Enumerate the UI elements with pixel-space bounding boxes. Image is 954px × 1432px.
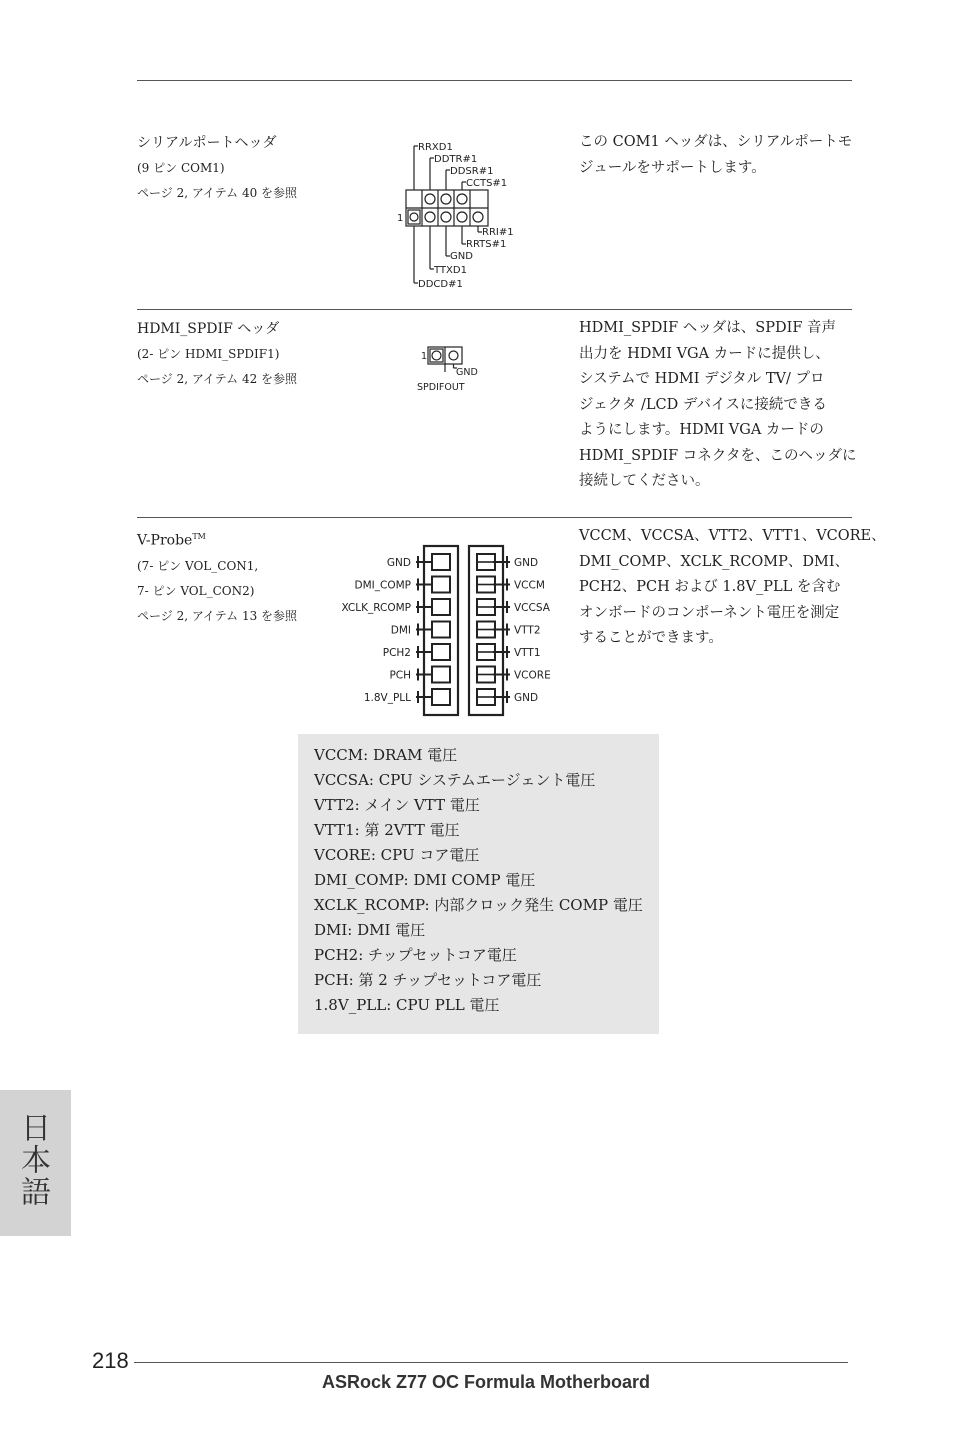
desc-line: HDMI_SPDIF ヘッダは、SPDIF 音声	[579, 320, 837, 336]
vprobe-header-diagram	[330, 543, 560, 718]
pin-label: CCTS#1	[466, 178, 508, 189]
language-tab	[0, 1090, 71, 1236]
page-number: 218	[92, 1348, 129, 1373]
pin-label: RRI#1	[482, 227, 514, 238]
vprobe-left	[137, 524, 332, 629]
right-pin-label: VCCM	[514, 579, 545, 592]
spdifout-label: SPDIFOUT	[417, 382, 465, 393]
right-pin-label: GND	[514, 692, 539, 704]
vprobe-title	[137, 524, 332, 554]
desc-line: この COM1 ヘッダは、シリアルポートモ	[579, 134, 853, 150]
pin-square	[432, 644, 450, 660]
serial-description	[579, 130, 854, 181]
vprobe-description	[579, 524, 886, 652]
vprobe-page-ref: ページ 2, アイテム 13 を参照	[137, 608, 298, 623]
pin-label: DDCD#1	[418, 279, 463, 290]
serial-header-diagram	[392, 138, 522, 293]
voltage-legend-box	[298, 734, 659, 1034]
hdmi-page-ref: ページ 2, アイテム 42 を参照	[137, 372, 298, 386]
vprobe-pins-info: 7- ピン VOL_CON2)	[137, 583, 255, 598]
pin-square	[432, 577, 450, 593]
language-tab-label: 日本語	[15, 1112, 50, 1208]
hdmi-description	[579, 316, 857, 495]
pin-label: DDSR#1	[450, 166, 494, 177]
gnd-label: GND	[456, 367, 478, 378]
footer-title: ASRock Z77 OC Formula Motherboard	[322, 1372, 651, 1392]
serial-page-ref: ページ 2, アイテム 40 を参照	[137, 186, 298, 200]
left-pin-label: XCLK_RCOMP	[341, 602, 411, 614]
section-rule	[137, 309, 852, 310]
legend-line: VTT1: 第 2VTT 電圧	[314, 821, 460, 839]
right-pin-label: GND	[514, 557, 539, 569]
desc-line: ジュールをサポートします。	[579, 159, 766, 176]
legend-line: VCCSA: CPU システムエージェント電圧	[314, 771, 596, 789]
serial-title: シリアルポートヘッダ	[137, 135, 277, 151]
legend-line: VCCM: DRAM 電圧	[314, 746, 458, 764]
serial-pins-info: (9 ピン COM1)	[137, 161, 225, 175]
desc-line: PCH2、PCH および 1.8V_PLL を含む	[579, 579, 841, 595]
left-pin-label: 1.8V_PLL	[363, 692, 411, 704]
pin1-marker: 1	[421, 351, 428, 362]
pin-square	[432, 554, 450, 570]
pin1-marker: 1	[397, 213, 404, 224]
desc-line: 出力を HDMI VGA カードに提供し、	[579, 345, 830, 362]
desc-line: DMI_COMP、XCLK_RCOMP、DMI、	[579, 553, 850, 570]
pin-square	[432, 622, 450, 638]
vprobe-title-text: V-Probe	[137, 532, 193, 549]
section-rule	[137, 517, 852, 518]
pin-label: RRTS#1	[466, 239, 507, 250]
footer-rule	[134, 1362, 848, 1363]
pin-square	[432, 599, 450, 615]
pin-label: RRXD1	[418, 142, 453, 153]
hdmi-title: HDMI_SPDIF ヘッダ	[137, 321, 280, 337]
left-pin-label: DMI_COMP	[354, 579, 411, 592]
desc-line: ジェクタ /LCD デバイスに接続できる	[579, 396, 827, 413]
legend-line: VCORE: CPU コア電圧	[314, 846, 480, 864]
desc-line: システムで HDMI デジタル TV/ プロ	[579, 371, 825, 387]
legend-line: DMI_COMP: DMI COMP 電圧	[314, 871, 536, 889]
pin-label: DDTR#1	[434, 154, 478, 165]
desc-line: オンボードのコンポーネント電圧を測定	[579, 604, 840, 621]
left-pin-label: DMI	[390, 624, 411, 637]
left-pin-label: PCH	[389, 669, 411, 682]
left-pin-label: PCH2	[382, 647, 411, 659]
legend-line: XCLK_RCOMP: 内部クロック発生 COMP 電圧	[314, 896, 643, 914]
desc-line: HDMI_SPDIF コネクタを、このヘッダに	[579, 447, 857, 464]
legend-line: PCH2: チップセットコア電圧	[314, 946, 517, 964]
pin-square	[432, 667, 450, 683]
desc-line: ようにします。HDMI VGA カードの	[579, 422, 824, 438]
right-pin-label: VCORE	[514, 669, 551, 682]
right-pin-label: VTT2	[514, 624, 541, 637]
right-pin-label: VTT1	[514, 647, 541, 659]
hdmi-left	[137, 316, 332, 392]
vprobe-pins-info: (7- ピン VOL_CON1,	[137, 558, 259, 573]
pin-label: TTXD1	[434, 265, 467, 276]
serial-left	[137, 130, 332, 206]
desc-line: VCCM、VCCSA、VTT2、VTT1、VCORE、	[579, 528, 886, 544]
top-rule	[137, 80, 852, 81]
legend-line: DMI: DMI 電圧	[314, 921, 426, 939]
legend-line: VTT2: メイン VTT 電圧	[314, 796, 480, 814]
right-pin-label: VCCSA	[514, 602, 550, 614]
trademark: TM	[192, 532, 206, 541]
pin-square	[432, 689, 450, 705]
left-pin-label: GND	[386, 557, 411, 569]
legend-line: PCH: 第 2 チップセットコア電圧	[314, 971, 542, 989]
hdmi-pins-info: (2- ピン HDMI_SPDIF1)	[137, 347, 280, 361]
pin-label: GND	[450, 251, 473, 262]
desc-line: することができます。	[579, 630, 723, 646]
desc-line: 接続してください。	[579, 473, 710, 489]
legend-line: 1.8V_PLL: CPU PLL 電圧	[314, 996, 500, 1014]
hdmi-spdif-diagram	[414, 344, 484, 394]
